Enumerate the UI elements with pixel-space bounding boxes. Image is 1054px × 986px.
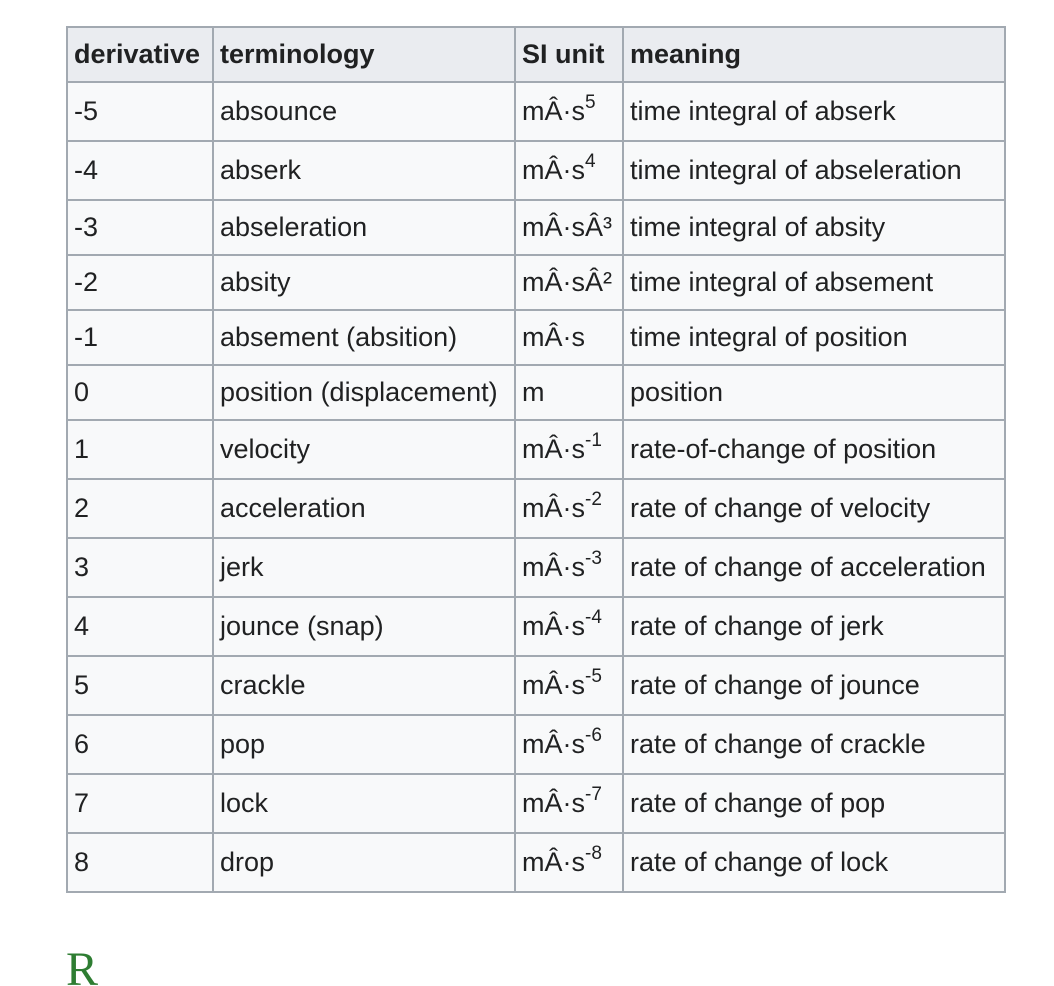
cell-meaning: rate of change of velocity <box>623 479 1005 538</box>
cell-derivative: 5 <box>67 656 213 715</box>
cell-terminology: abseleration <box>213 200 515 255</box>
unit-base: mÂ·s <box>522 96 585 127</box>
cell-meaning: time integral of abserk <box>623 82 1005 141</box>
cell-terminology: lock <box>213 774 515 833</box>
cell-derivative: -4 <box>67 141 213 200</box>
cell-derivative: 8 <box>67 833 213 892</box>
unit-base: mÂ·s <box>522 155 585 186</box>
unit-base: mÂ·s <box>522 434 585 465</box>
unit-exponent: -6 <box>585 725 602 747</box>
unit-exponent: -8 <box>585 843 602 865</box>
cell-derivative: 0 <box>67 365 213 420</box>
table-row <box>67 833 1005 892</box>
cell-derivative: -5 <box>67 82 213 141</box>
cell-derivative: -2 <box>67 255 213 310</box>
cell-terminology: crackle <box>213 656 515 715</box>
cell-si-unit <box>515 597 623 656</box>
unit-base: mÂ·s <box>522 322 585 353</box>
next-section-heading-text: R <box>66 946 99 986</box>
header-si-unit: SI unit <box>515 27 623 82</box>
table-row <box>67 200 1005 255</box>
cell-terminology: absity <box>213 255 515 310</box>
unit-base: mÂ·s <box>522 729 585 760</box>
unit-exponent: -5 <box>585 666 602 688</box>
table-row <box>67 597 1005 656</box>
unit-base: m <box>522 377 545 408</box>
cell-derivative: -1 <box>67 310 213 365</box>
cell-meaning: rate of change of lock <box>623 833 1005 892</box>
header-meaning: meaning <box>623 27 1005 82</box>
unit-exponent: -3 <box>585 548 602 570</box>
cell-derivative: 6 <box>67 715 213 774</box>
cell-derivative: 2 <box>67 479 213 538</box>
cell-si-unit <box>515 420 623 479</box>
cell-terminology: acceleration <box>213 479 515 538</box>
cell-derivative: -3 <box>67 200 213 255</box>
cell-si-unit <box>515 141 623 200</box>
cell-derivative: 4 <box>67 597 213 656</box>
unit-exponent: -7 <box>585 784 602 806</box>
cell-meaning: rate of change of crackle <box>623 715 1005 774</box>
cell-terminology: velocity <box>213 420 515 479</box>
cell-si-unit <box>515 365 623 420</box>
cell-meaning: time integral of absement <box>623 255 1005 310</box>
cell-terminology: pop <box>213 715 515 774</box>
cell-si-unit <box>515 774 623 833</box>
table-row <box>67 141 1005 200</box>
cell-terminology: drop <box>213 833 515 892</box>
cell-meaning: time integral of absity <box>623 200 1005 255</box>
unit-exponent: -1 <box>585 430 602 452</box>
table-row <box>67 479 1005 538</box>
table-row <box>67 420 1005 479</box>
unit-base: mÂ·s <box>522 611 585 642</box>
cell-terminology: position (displacement) <box>213 365 515 420</box>
cell-terminology: absounce <box>213 82 515 141</box>
table-header-row <box>67 27 1005 82</box>
unit-base: mÂ·s <box>522 493 585 524</box>
cell-si-unit <box>515 538 623 597</box>
cell-meaning: time integral of position <box>623 310 1005 365</box>
next-section-heading <box>66 946 196 986</box>
table-row <box>67 82 1005 141</box>
cell-si-unit <box>515 833 623 892</box>
cell-derivative: 7 <box>67 774 213 833</box>
cell-meaning: rate of change of jounce <box>623 656 1005 715</box>
header-derivative: derivative <box>67 27 213 82</box>
cell-si-unit <box>515 255 623 310</box>
unit-base: mÂ·sÂ³ <box>522 212 612 243</box>
header-terminology: terminology <box>213 27 515 82</box>
table-row <box>67 255 1005 310</box>
cell-meaning: rate of change of acceleration <box>623 538 1005 597</box>
cell-meaning: position <box>623 365 1005 420</box>
cell-si-unit <box>515 200 623 255</box>
cell-terminology: jounce (snap) <box>213 597 515 656</box>
cell-meaning: rate-of-change of position <box>623 420 1005 479</box>
derivatives-table <box>66 26 1006 893</box>
cell-si-unit <box>515 310 623 365</box>
table-row <box>67 715 1005 774</box>
unit-exponent: 5 <box>585 92 596 114</box>
cell-meaning: time integral of abseleration <box>623 141 1005 200</box>
cell-terminology: abserk <box>213 141 515 200</box>
table-row <box>67 365 1005 420</box>
unit-base: mÂ·s <box>522 788 585 819</box>
cell-terminology: absement (absition) <box>213 310 515 365</box>
cell-si-unit <box>515 715 623 774</box>
cell-si-unit <box>515 82 623 141</box>
cell-meaning: rate of change of jerk <box>623 597 1005 656</box>
unit-exponent: -4 <box>585 607 602 629</box>
table-row <box>67 310 1005 365</box>
cell-terminology: jerk <box>213 538 515 597</box>
cell-si-unit <box>515 479 623 538</box>
unit-base: mÂ·s <box>522 670 585 701</box>
cell-meaning: rate of change of pop <box>623 774 1005 833</box>
unit-base: mÂ·s <box>522 552 585 583</box>
table-row <box>67 774 1005 833</box>
unit-exponent: -2 <box>585 489 602 511</box>
unit-base: mÂ·sÂ² <box>522 267 612 298</box>
table-row <box>67 656 1005 715</box>
cell-derivative: 1 <box>67 420 213 479</box>
cell-si-unit <box>515 656 623 715</box>
table-row <box>67 538 1005 597</box>
cell-derivative: 3 <box>67 538 213 597</box>
unit-exponent: 4 <box>585 151 596 173</box>
unit-base: mÂ·s <box>522 847 585 878</box>
